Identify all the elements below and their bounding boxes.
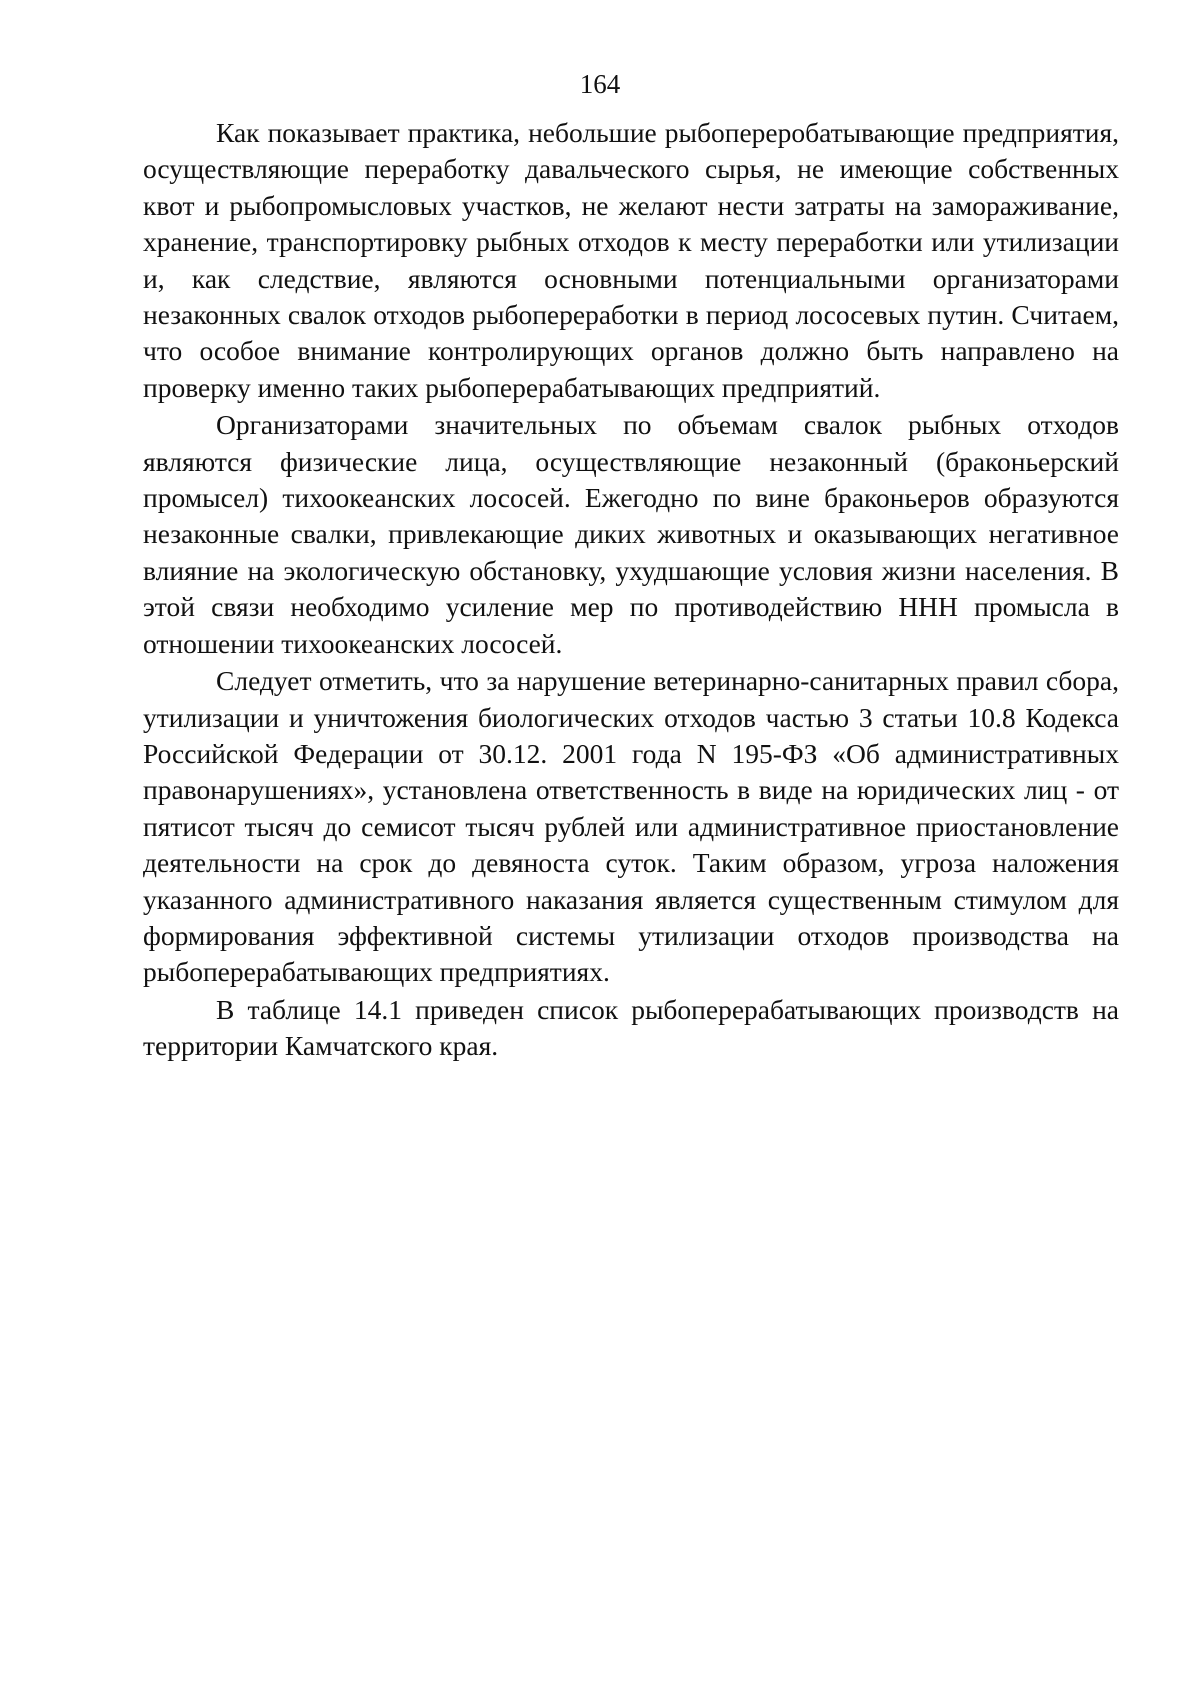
paragraph-legal-liability: Следует отметить, что за нарушение ветеринарно-санитарных правил сбора, утилизации и уничтожения биологических отходов частью 3 статьи 10.8 Кодекса Российской Федерации от 30.12. 2001 года N 195-ФЗ «Об административных правонарушениях», установлена ответственность в виде на юридических лиц - от пятисот тысяч до семисот тысяч рублей или административное приостановление деятельности на срок до девяноста суток. Таким образом, угроза наложения указанного административного наказания является существенным стимулом для формирования эффективной системы утилизации отходов производства на рыбоперерабатывающих предприятиях.: [143, 665, 1119, 988]
body-text: [143, 115, 1119, 1066]
page-number: 164: [579, 69, 621, 99]
paragraph-table-reference: В таблице 14.1 приведен список рыбоперерабатывающих производств на территории Камчатского края.: [143, 993, 1119, 1062]
paragraph-small-processors: Как показывает практика, небольшие рыбопереробатывающие предприятия, осуществляющие переработку давальческого сырья, не имеющие собственных квот и рыбопромысловых участков, не желают нести затраты на замораживание, хранение, транспортировку рыбных отходов к месту переработки или утилизации и, как следствие, являются основными потенциальными организаторами незаконных свалок отходов рыбопереработки в период лососевых путин. Считаем, что особое внимание контролирующих органов должно быть направлено на проверку именно таких рыбоперерабатывающих предприятий.: [143, 117, 1119, 403]
paragraph-poaching-dumps: Организаторами значительных по объемам свалок рыбных отходов являются физические лица, осуществляющие незаконный (браконьерский промысел) тихоокеанских лососей. Ежегодно по вине браконьеров образуются незаконные свалки, привлекающие диких животных и оказывающих негативное влияние на экологическую обстановку, ухудшающие условия жизни населения. В этой связи необходимо усиление мер по противодействию ННН промысла в отношении тихоокеанских лососей.: [143, 409, 1119, 659]
